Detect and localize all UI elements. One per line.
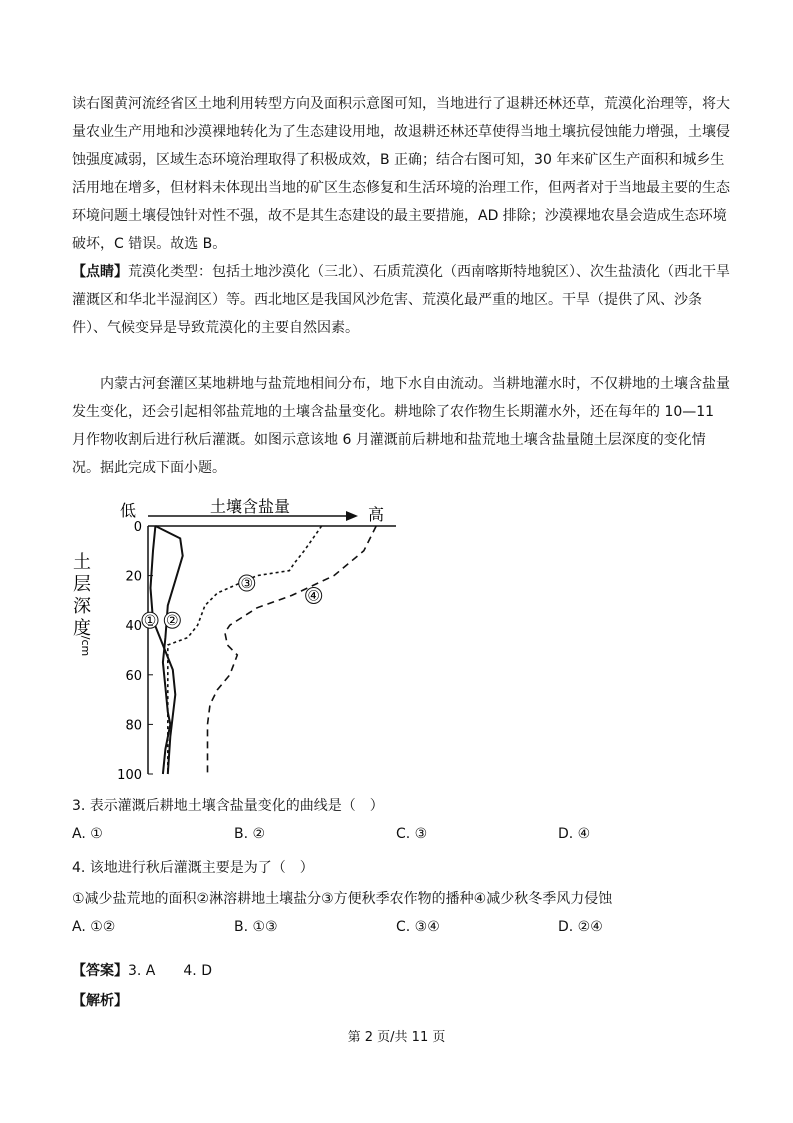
tip-label: 【点睛】: [72, 264, 128, 280]
y-tick-label: 20: [125, 569, 142, 585]
q3-option-c[interactable]: C. ③: [396, 826, 428, 842]
q4-option-d[interactable]: D. ②④: [558, 919, 603, 935]
series-line-④: [208, 526, 377, 774]
answer-line: [72, 960, 212, 980]
tip-paragraph: [72, 258, 732, 342]
q4-stem: 4. 该地进行秋后灌溉主要是为了（ ）: [72, 860, 314, 876]
series-line-①: [151, 526, 176, 774]
y-tick-label: 40: [125, 619, 142, 635]
x-axis-title: 土壤含盐量: [210, 497, 291, 516]
answer-label: 【答案】: [72, 963, 128, 979]
q4-option-c[interactable]: C. ③④: [396, 919, 440, 935]
y-axis-unit: /cm: [79, 635, 92, 657]
series-label: ②: [166, 613, 179, 630]
q3-option-a[interactable]: A. ①: [72, 826, 103, 842]
y-axis-label-char: 层: [73, 574, 91, 595]
x-axis-arrowhead: [346, 511, 358, 521]
y-axis: [73, 520, 153, 783]
series-line-③: [168, 526, 322, 774]
analysis-label: 【解析】: [72, 993, 128, 1009]
plot-area: [142, 526, 396, 774]
y-tick-label: 80: [125, 718, 142, 734]
y-tick-label: 100: [117, 768, 142, 783]
material-paragraph: 内蒙古河套灌区某地耕地与盐荒地相间分布，地下水自由流动。当耕地灌水时，不仅耕地的土壤含盐量发生变化，还会引起相邻盐荒地的土壤含盐量变化。耕地除了农作物生长期灌水外，还在每年的 10—11 月作物收割后进行秋后灌溉。如图示意该地 6 月灌溉前后耕地和盐荒地土壤含盐量随土层深度的变化情况。据此完成下面小题。: [72, 376, 730, 476]
q3-stem: 3. 表示灌溉后耕地土壤含盐量变化的曲线是（ ）: [72, 798, 384, 814]
series-label: ①: [143, 613, 157, 630]
q3-option-b[interactable]: B. ②: [234, 826, 266, 842]
series-label: ④: [307, 588, 320, 605]
salt-depth-chart: [70, 496, 410, 788]
q4-option-a[interactable]: A. ①②: [72, 919, 116, 935]
x-high-label: 高: [368, 505, 385, 524]
tip-text: 荒漠化类型：包括土地沙漠化（三北）、石质荒漠化（西南喀斯特地貌区）、次生盐渍化（西北干旱灌溉区和华北半湿润区）等。西北地区是我国风沙危害、荒漠化最严重的地区。干旱（提供了风、沙条件）、气候变异是导致荒漠化的主要自然因素。: [72, 264, 730, 336]
y-tick-label: 60: [125, 668, 142, 684]
q4-statements: ①减少盐荒地的面积②淋溶耕地土壤盐分③方便秋季农作物的播种④减少秋冬季风力侵蚀: [72, 891, 613, 907]
series-label: ③: [240, 576, 254, 593]
x-low-label: 低: [120, 501, 137, 520]
q3-option-d[interactable]: D. ④: [558, 826, 591, 842]
answer-text: 3. A 4. D: [128, 963, 212, 979]
page-footer: 第 2 页/共 11 页: [347, 1030, 446, 1045]
y-tick-label: 0: [133, 520, 142, 535]
q4-option-b[interactable]: B. ①③: [234, 919, 278, 935]
y-axis-label-char: 度: [73, 618, 91, 639]
y-axis-label-char: 土: [73, 552, 91, 573]
series-line-②: [155, 526, 182, 774]
y-axis-label-char: 深: [73, 596, 91, 617]
analysis-paragraph: 读右图黄河流经省区土地利用转型方向及面积示意图可知，当地进行了退耕还林还草，荒漠化治理等，将大量农业生产用地和沙漠裸地转化为了生态建设用地，故退耕还林还草使得当地土壤抗侵蚀能力增强，土壤侵蚀强度减弱，区域生态环境治理取得了积极成效，B 正确；结合右图可知，30 年来矿区生产面积和城乡生活用地在增多，但材料未体现出当地的矿区生态修复和生活环境的治理工作，但两者对于当地最主要的生态环境问题土壤侵蚀针对性不强，故不是其生态建设的最主要措施，AD 排除；沙漠裸地农垦会造成生态环境破坏，C 错误。故选 B。: [72, 96, 730, 252]
